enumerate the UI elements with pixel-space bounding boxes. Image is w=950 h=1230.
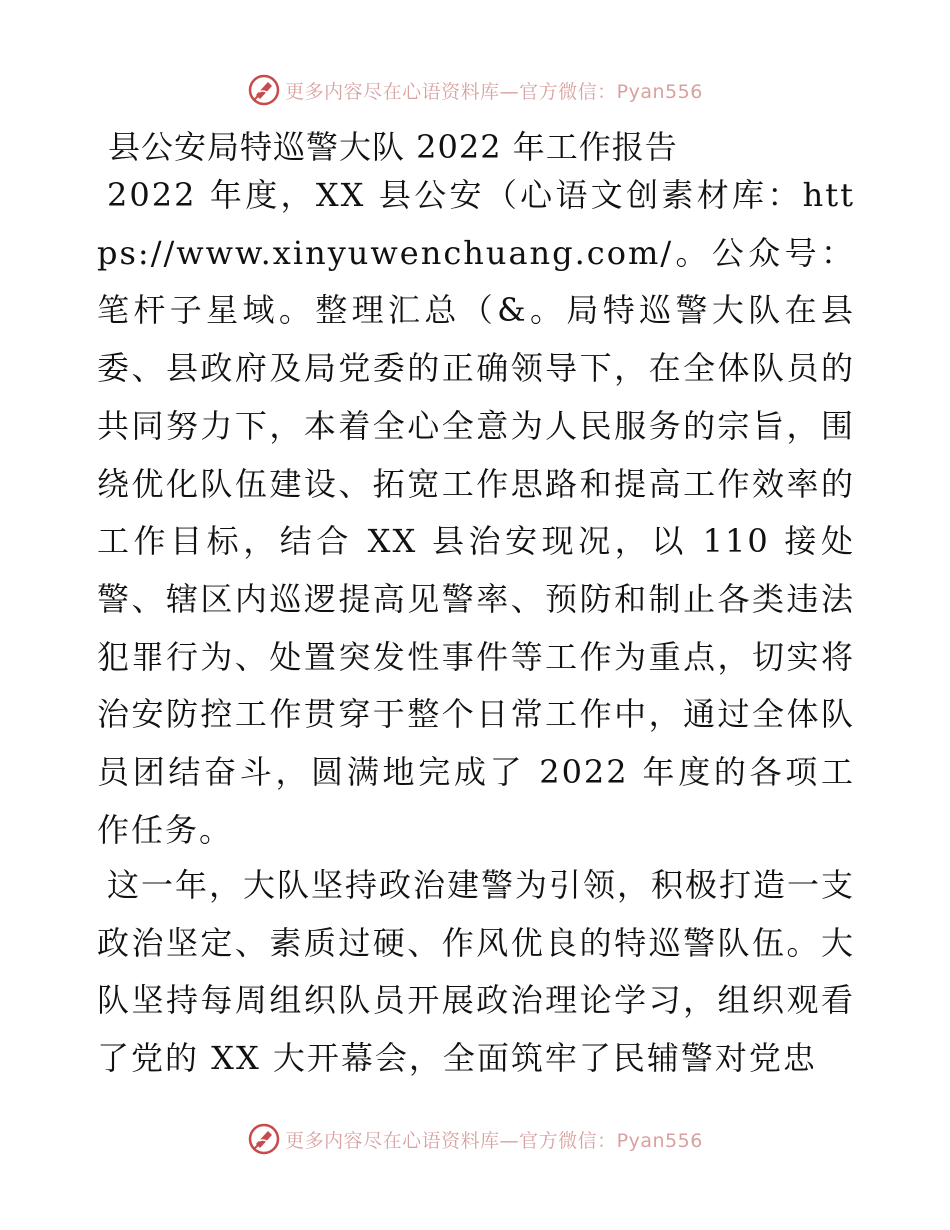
book-pen-logo-icon [247, 1122, 281, 1156]
footer-watermark [0, 1117, 950, 1161]
paragraph-1: 2022 年度，XX 县公安（心语文创素材库：https://www.xinyuwenchuang.com/。公众号：笔杆子星域。整理汇总（&。局特巡警大队在县委、县政府及局党委的正确领导下，在全体队员的共同努力下，本着全心全意为人民服务的宗旨，围绕优化队伍建设、拓宽工作思路和提高工作效率的工作目标，结合 XX 县治安现况，以 110 接处警、辖区内巡逻提高见警率、预防和制止各类违法犯罪行为、处置突发性事件等工作为重点，切实将治安防控工作贯穿于整个日常工作中，通过全体队员团结奋斗，圆满地完成了 2022 年度的各项工作任务。 [97, 176, 855, 849]
watermark-text: 更多内容尽在心语资料库—官方微信：Pyan556 [285, 1129, 703, 1152]
watermark-text: 更多内容尽在心语资料库—官方微信：Pyan556 [285, 80, 703, 103]
header-watermark [0, 68, 950, 112]
document-title: 县公安局特巡警大队 2022 年工作报告 [108, 128, 678, 166]
paragraph-2: 这一年，大队坚持政治建警为引领，积极打造一支政治坚定、素质过硬、作风优良的特巡警队伍。大队坚持每周组织队员开展政治理论学习，组织观看了党的 XX 大开幕会，全面筑牢了民辅警对党忠 [97, 866, 856, 1078]
book-pen-logo-icon [247, 73, 281, 107]
